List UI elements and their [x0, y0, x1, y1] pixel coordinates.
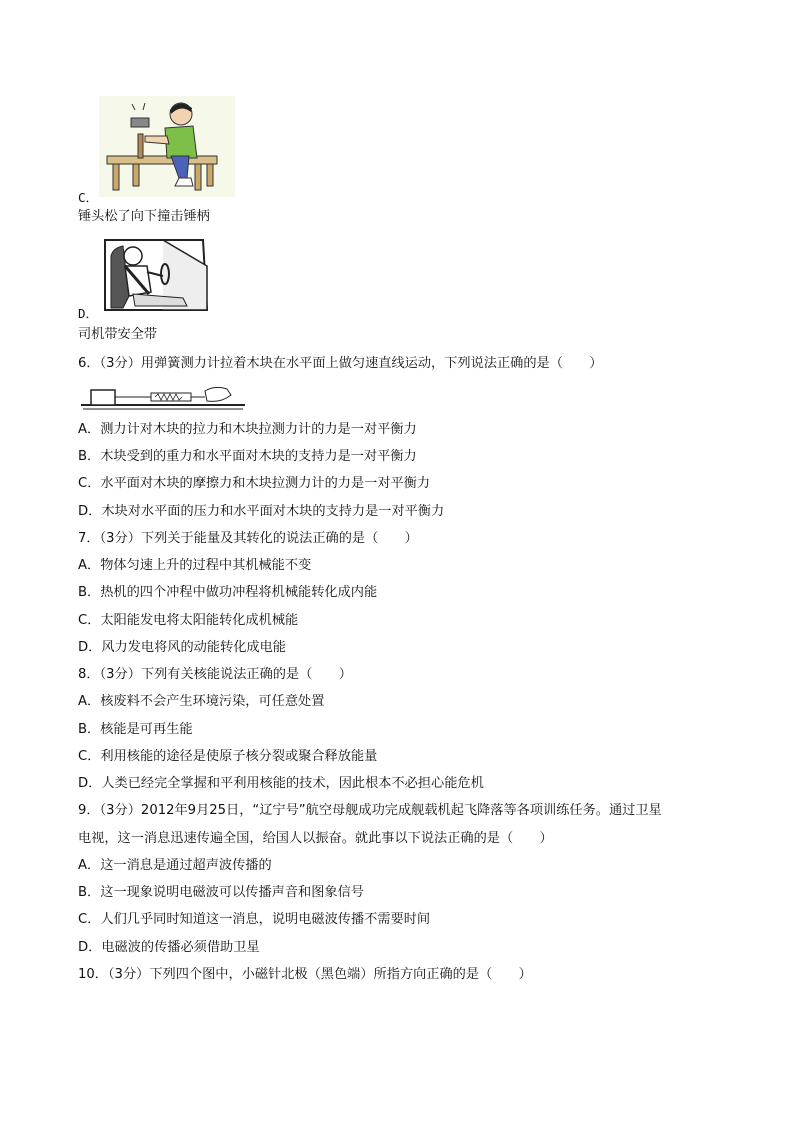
q6-option-a: A．测力计对木块的拉力和木块拉测力计的力是一对平衡力 [78, 422, 417, 437]
q7-option-b: B．热机的四个冲程中做功冲程将机械能转化成内能 [78, 585, 378, 600]
q7-stem: 7．（3分）下列关于能量及其转化的说法正确的是（ ） [78, 531, 418, 546]
q8-option-c: C．利用核能的途径是使原子核分裂或聚合释放能量 [78, 749, 378, 764]
q8-option-b: B．核能是可再生能 [78, 722, 193, 737]
q9-option-c: C．人们几乎同时知道这一消息，说明电磁波传播不需要时间 [78, 912, 431, 927]
q6-option-c: C．水平面对木块的摩擦力和木块拉测力计的力是一对平衡力 [78, 476, 431, 491]
q9-stem-line2: 电视，这一消息迅速传遍全国，给国人以振奋。就此事以下说法正确的是（ ） [78, 831, 553, 846]
q6-option-b: B．木块受到的重力和水平面对木块的支持力是一对平衡力 [78, 449, 417, 464]
q10-stem: 10．（3分）下列四个图中，小磁针北极（黑色端）所指方向正确的是（ ） [78, 967, 532, 982]
q8-stem: 8．（3分）下列有关核能说法正确的是（ ） [78, 667, 352, 682]
hammer-handle-illustration [99, 96, 235, 197]
q9-option-d: D．电磁波的传播必须借助卫星 [78, 940, 260, 955]
q8-option-a: A．核废料不会产生环境污染，可任意处置 [78, 694, 325, 709]
q9-option-a: A．这一消息是通过超声波传播的 [78, 858, 272, 873]
option-c-caption: 锤头松了向下撞击锤柄 [78, 209, 210, 224]
q6-stem: 6．（3分）用弹簧测力计拉着木块在水平面上做匀速直线运动，下列说法正确的是（ ） [78, 356, 603, 371]
q8-option-d: D．人类已经完全掌握和平利用核能的技术，因此根本不必担心能危机 [78, 776, 484, 791]
q9-option-b: B．这一现象说明电磁波可以传播声音和图象信号 [78, 885, 364, 900]
option-c-letter: C． [78, 190, 99, 205]
spring-scale-block-diagram [81, 381, 245, 411]
q7-option-c: C．太阳能发电将太阳能转化成机械能 [78, 613, 299, 628]
q7-option-a: A．物体匀速上升的过程中其机械能不变 [78, 558, 312, 573]
option-d-caption: 司机带安全带 [78, 327, 158, 342]
option-d-letter: D． [78, 306, 99, 321]
q9-stem-line1: 9．（3分）2012年9月25日，“辽宁号”航空母舰成功完成舰载机起飞降落等各项训练任务。通过卫星 [78, 803, 662, 818]
q7-option-d: D．风力发电将风的动能转化成电能 [78, 640, 286, 655]
q6-option-d: D．木块对水平面的压力和水平面对木块的支持力是一对平衡力 [78, 504, 445, 519]
driver-seatbelt-illustration [103, 236, 209, 314]
